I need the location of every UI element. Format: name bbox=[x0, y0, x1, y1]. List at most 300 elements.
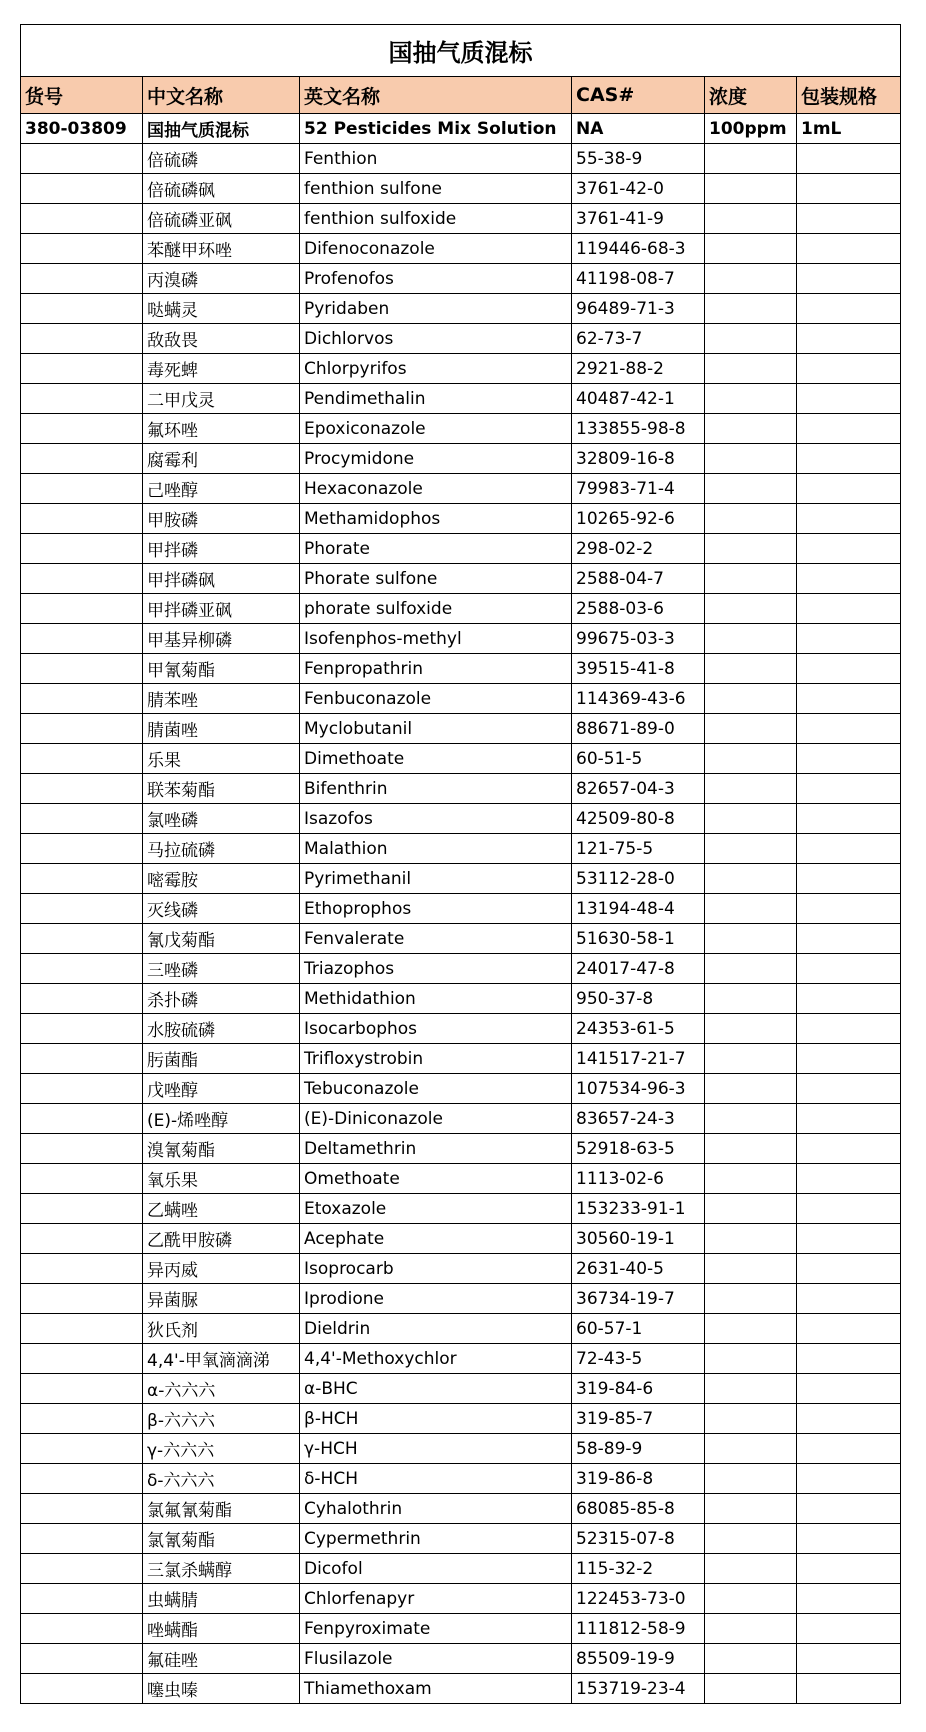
row-item-no bbox=[21, 864, 143, 894]
row-cn-name: 甲拌磷 bbox=[143, 534, 300, 564]
row-cas: 950-37-8 bbox=[572, 984, 705, 1014]
table-row bbox=[21, 1164, 901, 1194]
row-en-name: Omethoate bbox=[300, 1164, 572, 1194]
row-cn-name: 氟硅唑 bbox=[143, 1644, 300, 1674]
row-pack bbox=[797, 1644, 901, 1674]
row-cn-name: 甲氰菊酯 bbox=[143, 654, 300, 684]
header-cas: CAS# bbox=[572, 77, 705, 114]
row-en-name: β-HCH bbox=[300, 1404, 572, 1434]
row-pack bbox=[797, 684, 901, 714]
row-cn-name: 哒螨灵 bbox=[143, 294, 300, 324]
row-en-name: Thiamethoxam bbox=[300, 1674, 572, 1704]
row-conc bbox=[705, 174, 797, 204]
row-en-name: Isocarbophos bbox=[300, 1014, 572, 1044]
table-row bbox=[21, 1464, 901, 1494]
row-cas: 319-85-7 bbox=[572, 1404, 705, 1434]
row-cas: 153233-91-1 bbox=[572, 1194, 705, 1224]
row-pack bbox=[797, 834, 901, 864]
row-en-name: Dimethoate bbox=[300, 744, 572, 774]
row-cn-name: 倍硫磷亚砜 bbox=[143, 204, 300, 234]
row-en-name: δ-HCH bbox=[300, 1464, 572, 1494]
row-pack bbox=[797, 654, 901, 684]
table-row bbox=[21, 1344, 901, 1374]
row-pack bbox=[797, 1494, 901, 1524]
row-en-name: Chlorpyrifos bbox=[300, 354, 572, 384]
row-cn-name: 灭线磷 bbox=[143, 894, 300, 924]
row-cn-name: 乙螨唑 bbox=[143, 1194, 300, 1224]
row-item-no bbox=[21, 144, 143, 174]
row-pack bbox=[797, 954, 901, 984]
row-cas: 10265-92-6 bbox=[572, 504, 705, 534]
row-en-name: Etoxazole bbox=[300, 1194, 572, 1224]
row-item-no bbox=[21, 1344, 143, 1374]
row-en-name: Profenofos bbox=[300, 264, 572, 294]
row-item-no bbox=[21, 564, 143, 594]
row-en-name: Methidathion bbox=[300, 984, 572, 1014]
row-cas: 82657-04-3 bbox=[572, 774, 705, 804]
row-cas: 2588-04-7 bbox=[572, 564, 705, 594]
row-pack bbox=[797, 504, 901, 534]
row-conc bbox=[705, 1644, 797, 1674]
row-cas: 107534-96-3 bbox=[572, 1074, 705, 1104]
header-conc: 浓度 bbox=[705, 77, 797, 114]
table-row bbox=[21, 1524, 901, 1554]
row-conc bbox=[705, 984, 797, 1014]
row-cas: 99675-03-3 bbox=[572, 624, 705, 654]
row-cn-name: 氰戊菊酯 bbox=[143, 924, 300, 954]
row-item-no bbox=[21, 444, 143, 474]
row-conc bbox=[705, 1554, 797, 1584]
row-cas: 36734-19-7 bbox=[572, 1284, 705, 1314]
row-conc bbox=[705, 534, 797, 564]
row-pack bbox=[797, 204, 901, 234]
row-conc bbox=[705, 234, 797, 264]
row-item-no bbox=[21, 1614, 143, 1644]
row-en-name: Isofenphos-methyl bbox=[300, 624, 572, 654]
row-cas: 3761-42-0 bbox=[572, 174, 705, 204]
row-cas: 62-73-7 bbox=[572, 324, 705, 354]
row-cn-name: 二甲戊灵 bbox=[143, 384, 300, 414]
row-pack bbox=[797, 144, 901, 174]
row-pack bbox=[797, 714, 901, 744]
row-cas: 40487-42-1 bbox=[572, 384, 705, 414]
row-en-name: Fenbuconazole bbox=[300, 684, 572, 714]
row-en-name: α-BHC bbox=[300, 1374, 572, 1404]
table-row bbox=[21, 714, 901, 744]
row-pack bbox=[797, 1374, 901, 1404]
product-cas: NA bbox=[572, 114, 705, 144]
row-conc bbox=[705, 654, 797, 684]
row-item-no bbox=[21, 744, 143, 774]
row-en-name: Pyrimethanil bbox=[300, 864, 572, 894]
row-cn-name: 水胺硫磷 bbox=[143, 1014, 300, 1044]
row-item-no bbox=[21, 1314, 143, 1344]
table-row bbox=[21, 1494, 901, 1524]
row-cas: 51630-58-1 bbox=[572, 924, 705, 954]
row-cn-name: 甲基异柳磷 bbox=[143, 624, 300, 654]
row-cn-name: 唑螨酯 bbox=[143, 1614, 300, 1644]
row-pack bbox=[797, 1104, 901, 1134]
table-row bbox=[21, 1554, 901, 1584]
row-item-no bbox=[21, 924, 143, 954]
row-cas: 3761-41-9 bbox=[572, 204, 705, 234]
row-item-no bbox=[21, 1464, 143, 1494]
row-cn-name: 乐果 bbox=[143, 744, 300, 774]
row-conc bbox=[705, 1404, 797, 1434]
row-cas: 111812-58-9 bbox=[572, 1614, 705, 1644]
row-conc bbox=[705, 804, 797, 834]
row-cas: 55-38-9 bbox=[572, 144, 705, 174]
table-row bbox=[21, 1614, 901, 1644]
row-conc bbox=[705, 594, 797, 624]
row-cn-name: 敌敌畏 bbox=[143, 324, 300, 354]
row-cn-name: 氯唑磷 bbox=[143, 804, 300, 834]
row-pack bbox=[797, 384, 901, 414]
row-conc bbox=[705, 624, 797, 654]
table-row bbox=[21, 774, 901, 804]
row-cas: 60-51-5 bbox=[572, 744, 705, 774]
table-row bbox=[21, 264, 901, 294]
row-pack bbox=[797, 414, 901, 444]
row-conc bbox=[705, 414, 797, 444]
table-row bbox=[21, 1314, 901, 1344]
table-title: 国抽气质混标 bbox=[21, 25, 901, 77]
row-conc bbox=[705, 1614, 797, 1644]
row-cn-name: 联苯菊酯 bbox=[143, 774, 300, 804]
row-pack bbox=[797, 804, 901, 834]
row-cn-name: 氯氰菊酯 bbox=[143, 1524, 300, 1554]
row-pack bbox=[797, 1554, 901, 1584]
row-cn-name: β-六六六 bbox=[143, 1404, 300, 1434]
row-cn-name: 噻虫嗪 bbox=[143, 1674, 300, 1704]
table-row bbox=[21, 1014, 901, 1044]
row-en-name: Cypermethrin bbox=[300, 1524, 572, 1554]
row-pack bbox=[797, 1044, 901, 1074]
row-cn-name: 丙溴磷 bbox=[143, 264, 300, 294]
row-conc bbox=[705, 564, 797, 594]
row-item-no bbox=[21, 1074, 143, 1104]
row-pack bbox=[797, 924, 901, 954]
row-cas: 13194-48-4 bbox=[572, 894, 705, 924]
row-pack bbox=[797, 594, 901, 624]
row-item-no bbox=[21, 654, 143, 684]
row-conc bbox=[705, 1104, 797, 1134]
row-cas: 68085-85-8 bbox=[572, 1494, 705, 1524]
row-conc bbox=[705, 1194, 797, 1224]
row-conc bbox=[705, 354, 797, 384]
row-pack bbox=[797, 534, 901, 564]
table-row bbox=[21, 894, 901, 924]
row-cn-name: 甲拌磷亚砜 bbox=[143, 594, 300, 624]
row-item-no bbox=[21, 1644, 143, 1674]
row-cn-name: 杀扑磷 bbox=[143, 984, 300, 1014]
row-en-name: Bifenthrin bbox=[300, 774, 572, 804]
row-conc bbox=[705, 1284, 797, 1314]
row-pack bbox=[797, 1344, 901, 1374]
row-item-no bbox=[21, 384, 143, 414]
table-row bbox=[21, 1224, 901, 1254]
row-item-no bbox=[21, 624, 143, 654]
row-item-no bbox=[21, 1014, 143, 1044]
row-cas: 83657-24-3 bbox=[572, 1104, 705, 1134]
table-row bbox=[21, 744, 901, 774]
row-en-name: Dieldrin bbox=[300, 1314, 572, 1344]
row-item-no bbox=[21, 714, 143, 744]
table-row bbox=[21, 804, 901, 834]
row-cn-name: (E)-烯唑醇 bbox=[143, 1104, 300, 1134]
product-cn-name: 国抽气质混标 bbox=[143, 114, 300, 144]
table-row bbox=[21, 1644, 901, 1674]
row-conc bbox=[705, 384, 797, 414]
row-item-no bbox=[21, 894, 143, 924]
row-cas: 52315-07-8 bbox=[572, 1524, 705, 1554]
row-cn-name: 三唑磷 bbox=[143, 954, 300, 984]
row-cn-name: 毒死蜱 bbox=[143, 354, 300, 384]
row-conc bbox=[705, 1434, 797, 1464]
row-cas: 133855-98-8 bbox=[572, 414, 705, 444]
row-en-name: fenthion sulfoxide bbox=[300, 204, 572, 234]
row-en-name: Pyridaben bbox=[300, 294, 572, 324]
row-en-name: Isazofos bbox=[300, 804, 572, 834]
table-row bbox=[21, 1434, 901, 1464]
table-row bbox=[21, 144, 901, 174]
row-cas: 122453-73-0 bbox=[572, 1584, 705, 1614]
table-row bbox=[21, 1194, 901, 1224]
table-row bbox=[21, 1074, 901, 1104]
table-row bbox=[21, 1584, 901, 1614]
row-pack bbox=[797, 174, 901, 204]
row-cn-name: 己唑醇 bbox=[143, 474, 300, 504]
row-item-no bbox=[21, 1284, 143, 1314]
row-conc bbox=[705, 1494, 797, 1524]
row-item-no bbox=[21, 474, 143, 504]
row-item-no bbox=[21, 1044, 143, 1074]
row-pack bbox=[797, 324, 901, 354]
row-en-name: Ethoprophos bbox=[300, 894, 572, 924]
row-item-no bbox=[21, 1374, 143, 1404]
table-row bbox=[21, 384, 901, 414]
row-en-name: Hexaconazole bbox=[300, 474, 572, 504]
row-cas: 60-57-1 bbox=[572, 1314, 705, 1344]
row-cas: 119446-68-3 bbox=[572, 234, 705, 264]
row-item-no bbox=[21, 774, 143, 804]
row-pack bbox=[797, 1284, 901, 1314]
row-cn-name: 甲拌磷砜 bbox=[143, 564, 300, 594]
row-cas: 58-89-9 bbox=[572, 1434, 705, 1464]
row-en-name: phorate sulfoxide bbox=[300, 594, 572, 624]
row-en-name: Fenpyroximate bbox=[300, 1614, 572, 1644]
table-row bbox=[21, 294, 901, 324]
table-row bbox=[21, 414, 901, 444]
row-en-name: Acephate bbox=[300, 1224, 572, 1254]
row-item-no bbox=[21, 264, 143, 294]
row-en-name: γ-HCH bbox=[300, 1434, 572, 1464]
row-conc bbox=[705, 1344, 797, 1374]
row-cas: 115-32-2 bbox=[572, 1554, 705, 1584]
table-row bbox=[21, 1374, 901, 1404]
header-item-no: 货号 bbox=[21, 77, 143, 114]
table-row bbox=[21, 324, 901, 354]
row-cn-name: 戊唑醇 bbox=[143, 1074, 300, 1104]
row-cas: 141517-21-7 bbox=[572, 1044, 705, 1074]
row-cn-name: δ-六六六 bbox=[143, 1464, 300, 1494]
row-conc bbox=[705, 834, 797, 864]
row-cn-name: 溴氰菊酯 bbox=[143, 1134, 300, 1164]
product-conc: 100ppm bbox=[705, 114, 797, 144]
row-item-no bbox=[21, 804, 143, 834]
table-row bbox=[21, 924, 901, 954]
row-pack bbox=[797, 264, 901, 294]
row-pack bbox=[797, 1254, 901, 1284]
row-item-no bbox=[21, 294, 143, 324]
row-cn-name: 三氯杀螨醇 bbox=[143, 1554, 300, 1584]
row-en-name: Iprodione bbox=[300, 1284, 572, 1314]
row-pack bbox=[797, 1614, 901, 1644]
row-cn-name: 狄氏剂 bbox=[143, 1314, 300, 1344]
row-item-no bbox=[21, 684, 143, 714]
header-en-name: 英文名称 bbox=[300, 77, 572, 114]
row-pack bbox=[797, 444, 901, 474]
row-item-no bbox=[21, 204, 143, 234]
row-conc bbox=[705, 1044, 797, 1074]
row-pack bbox=[797, 774, 901, 804]
row-cn-name: 虫螨腈 bbox=[143, 1584, 300, 1614]
row-cn-name: 腐霉利 bbox=[143, 444, 300, 474]
row-item-no bbox=[21, 1584, 143, 1614]
table-row bbox=[21, 1044, 901, 1074]
row-conc bbox=[705, 144, 797, 174]
product-pack: 1mL bbox=[797, 114, 901, 144]
row-en-name: Methamidophos bbox=[300, 504, 572, 534]
row-pack bbox=[797, 744, 901, 774]
row-conc bbox=[705, 1464, 797, 1494]
row-cas: 30560-19-1 bbox=[572, 1224, 705, 1254]
row-item-no bbox=[21, 354, 143, 384]
row-cas: 2631-40-5 bbox=[572, 1254, 705, 1284]
row-item-no bbox=[21, 1254, 143, 1284]
row-pack bbox=[797, 1404, 901, 1434]
row-conc bbox=[705, 444, 797, 474]
row-conc bbox=[705, 744, 797, 774]
table-row bbox=[21, 1254, 901, 1284]
row-conc bbox=[705, 1374, 797, 1404]
row-cn-name: 倍硫磷 bbox=[143, 144, 300, 174]
row-cas: 41198-08-7 bbox=[572, 264, 705, 294]
row-item-no bbox=[21, 834, 143, 864]
row-cas: 42509-80-8 bbox=[572, 804, 705, 834]
row-en-name: fenthion sulfone bbox=[300, 174, 572, 204]
row-cn-name: 氯氟氰菊酯 bbox=[143, 1494, 300, 1524]
row-en-name: Myclobutanil bbox=[300, 714, 572, 744]
row-en-name: Isoprocarb bbox=[300, 1254, 572, 1284]
row-item-no bbox=[21, 1434, 143, 1464]
row-conc bbox=[705, 504, 797, 534]
row-conc bbox=[705, 1074, 797, 1104]
row-en-name: Trifloxystrobin bbox=[300, 1044, 572, 1074]
row-cn-name: γ-六六六 bbox=[143, 1434, 300, 1464]
row-pack bbox=[797, 1134, 901, 1164]
row-item-no bbox=[21, 1554, 143, 1584]
row-cn-name: 氟环唑 bbox=[143, 414, 300, 444]
row-conc bbox=[705, 474, 797, 504]
row-cas: 32809-16-8 bbox=[572, 444, 705, 474]
table-row bbox=[21, 444, 901, 474]
table-row bbox=[21, 684, 901, 714]
product-en-name: 52 Pesticides Mix Solution bbox=[300, 114, 572, 144]
table-row bbox=[21, 1674, 901, 1704]
row-cn-name: 4,4'-甲氧滴滴涕 bbox=[143, 1344, 300, 1374]
table-row bbox=[21, 594, 901, 624]
table-row bbox=[21, 654, 901, 684]
table-row bbox=[21, 1404, 901, 1434]
row-item-no bbox=[21, 1164, 143, 1194]
row-conc bbox=[705, 324, 797, 354]
row-cn-name: 苯醚甲环唑 bbox=[143, 234, 300, 264]
table-row bbox=[21, 954, 901, 984]
row-item-no bbox=[21, 1494, 143, 1524]
row-cn-name: 异丙威 bbox=[143, 1254, 300, 1284]
row-cas: 298-02-2 bbox=[572, 534, 705, 564]
row-pack bbox=[797, 474, 901, 504]
row-conc bbox=[705, 924, 797, 954]
row-cn-name: 嘧霉胺 bbox=[143, 864, 300, 894]
row-cn-name: 倍硫磷砜 bbox=[143, 174, 300, 204]
table-row bbox=[21, 354, 901, 384]
row-cn-name: 腈菌唑 bbox=[143, 714, 300, 744]
row-cas: 319-86-8 bbox=[572, 1464, 705, 1494]
row-pack bbox=[797, 1194, 901, 1224]
row-pack bbox=[797, 1464, 901, 1494]
row-conc bbox=[705, 1254, 797, 1284]
table-row bbox=[21, 864, 901, 894]
row-cas: 52918-63-5 bbox=[572, 1134, 705, 1164]
row-pack bbox=[797, 1674, 901, 1704]
row-en-name: Fenpropathrin bbox=[300, 654, 572, 684]
row-cas: 319-84-6 bbox=[572, 1374, 705, 1404]
row-conc bbox=[705, 204, 797, 234]
row-item-no bbox=[21, 954, 143, 984]
row-conc bbox=[705, 1014, 797, 1044]
row-pack bbox=[797, 294, 901, 324]
row-en-name: Phorate sulfone bbox=[300, 564, 572, 594]
row-pack bbox=[797, 354, 901, 384]
table-row bbox=[21, 504, 901, 534]
row-en-name: Fenthion bbox=[300, 144, 572, 174]
row-pack bbox=[797, 234, 901, 264]
row-item-no bbox=[21, 1224, 143, 1254]
row-en-name: Malathion bbox=[300, 834, 572, 864]
title-row bbox=[21, 25, 901, 77]
row-pack bbox=[797, 894, 901, 924]
row-en-name: Difenoconazole bbox=[300, 234, 572, 264]
row-item-no bbox=[21, 984, 143, 1014]
row-pack bbox=[797, 624, 901, 654]
row-conc bbox=[705, 1314, 797, 1344]
row-conc bbox=[705, 1674, 797, 1704]
row-pack bbox=[797, 1524, 901, 1554]
row-item-no bbox=[21, 234, 143, 264]
row-pack bbox=[797, 1434, 901, 1464]
row-cn-name: 氧乐果 bbox=[143, 1164, 300, 1194]
row-conc bbox=[705, 954, 797, 984]
row-item-no bbox=[21, 594, 143, 624]
row-en-name: Chlorfenapyr bbox=[300, 1584, 572, 1614]
row-en-name: (E)-Diniconazole bbox=[300, 1104, 572, 1134]
row-en-name: Dichlorvos bbox=[300, 324, 572, 354]
row-conc bbox=[705, 864, 797, 894]
row-cas: 72-43-5 bbox=[572, 1344, 705, 1374]
row-en-name: Phorate bbox=[300, 534, 572, 564]
